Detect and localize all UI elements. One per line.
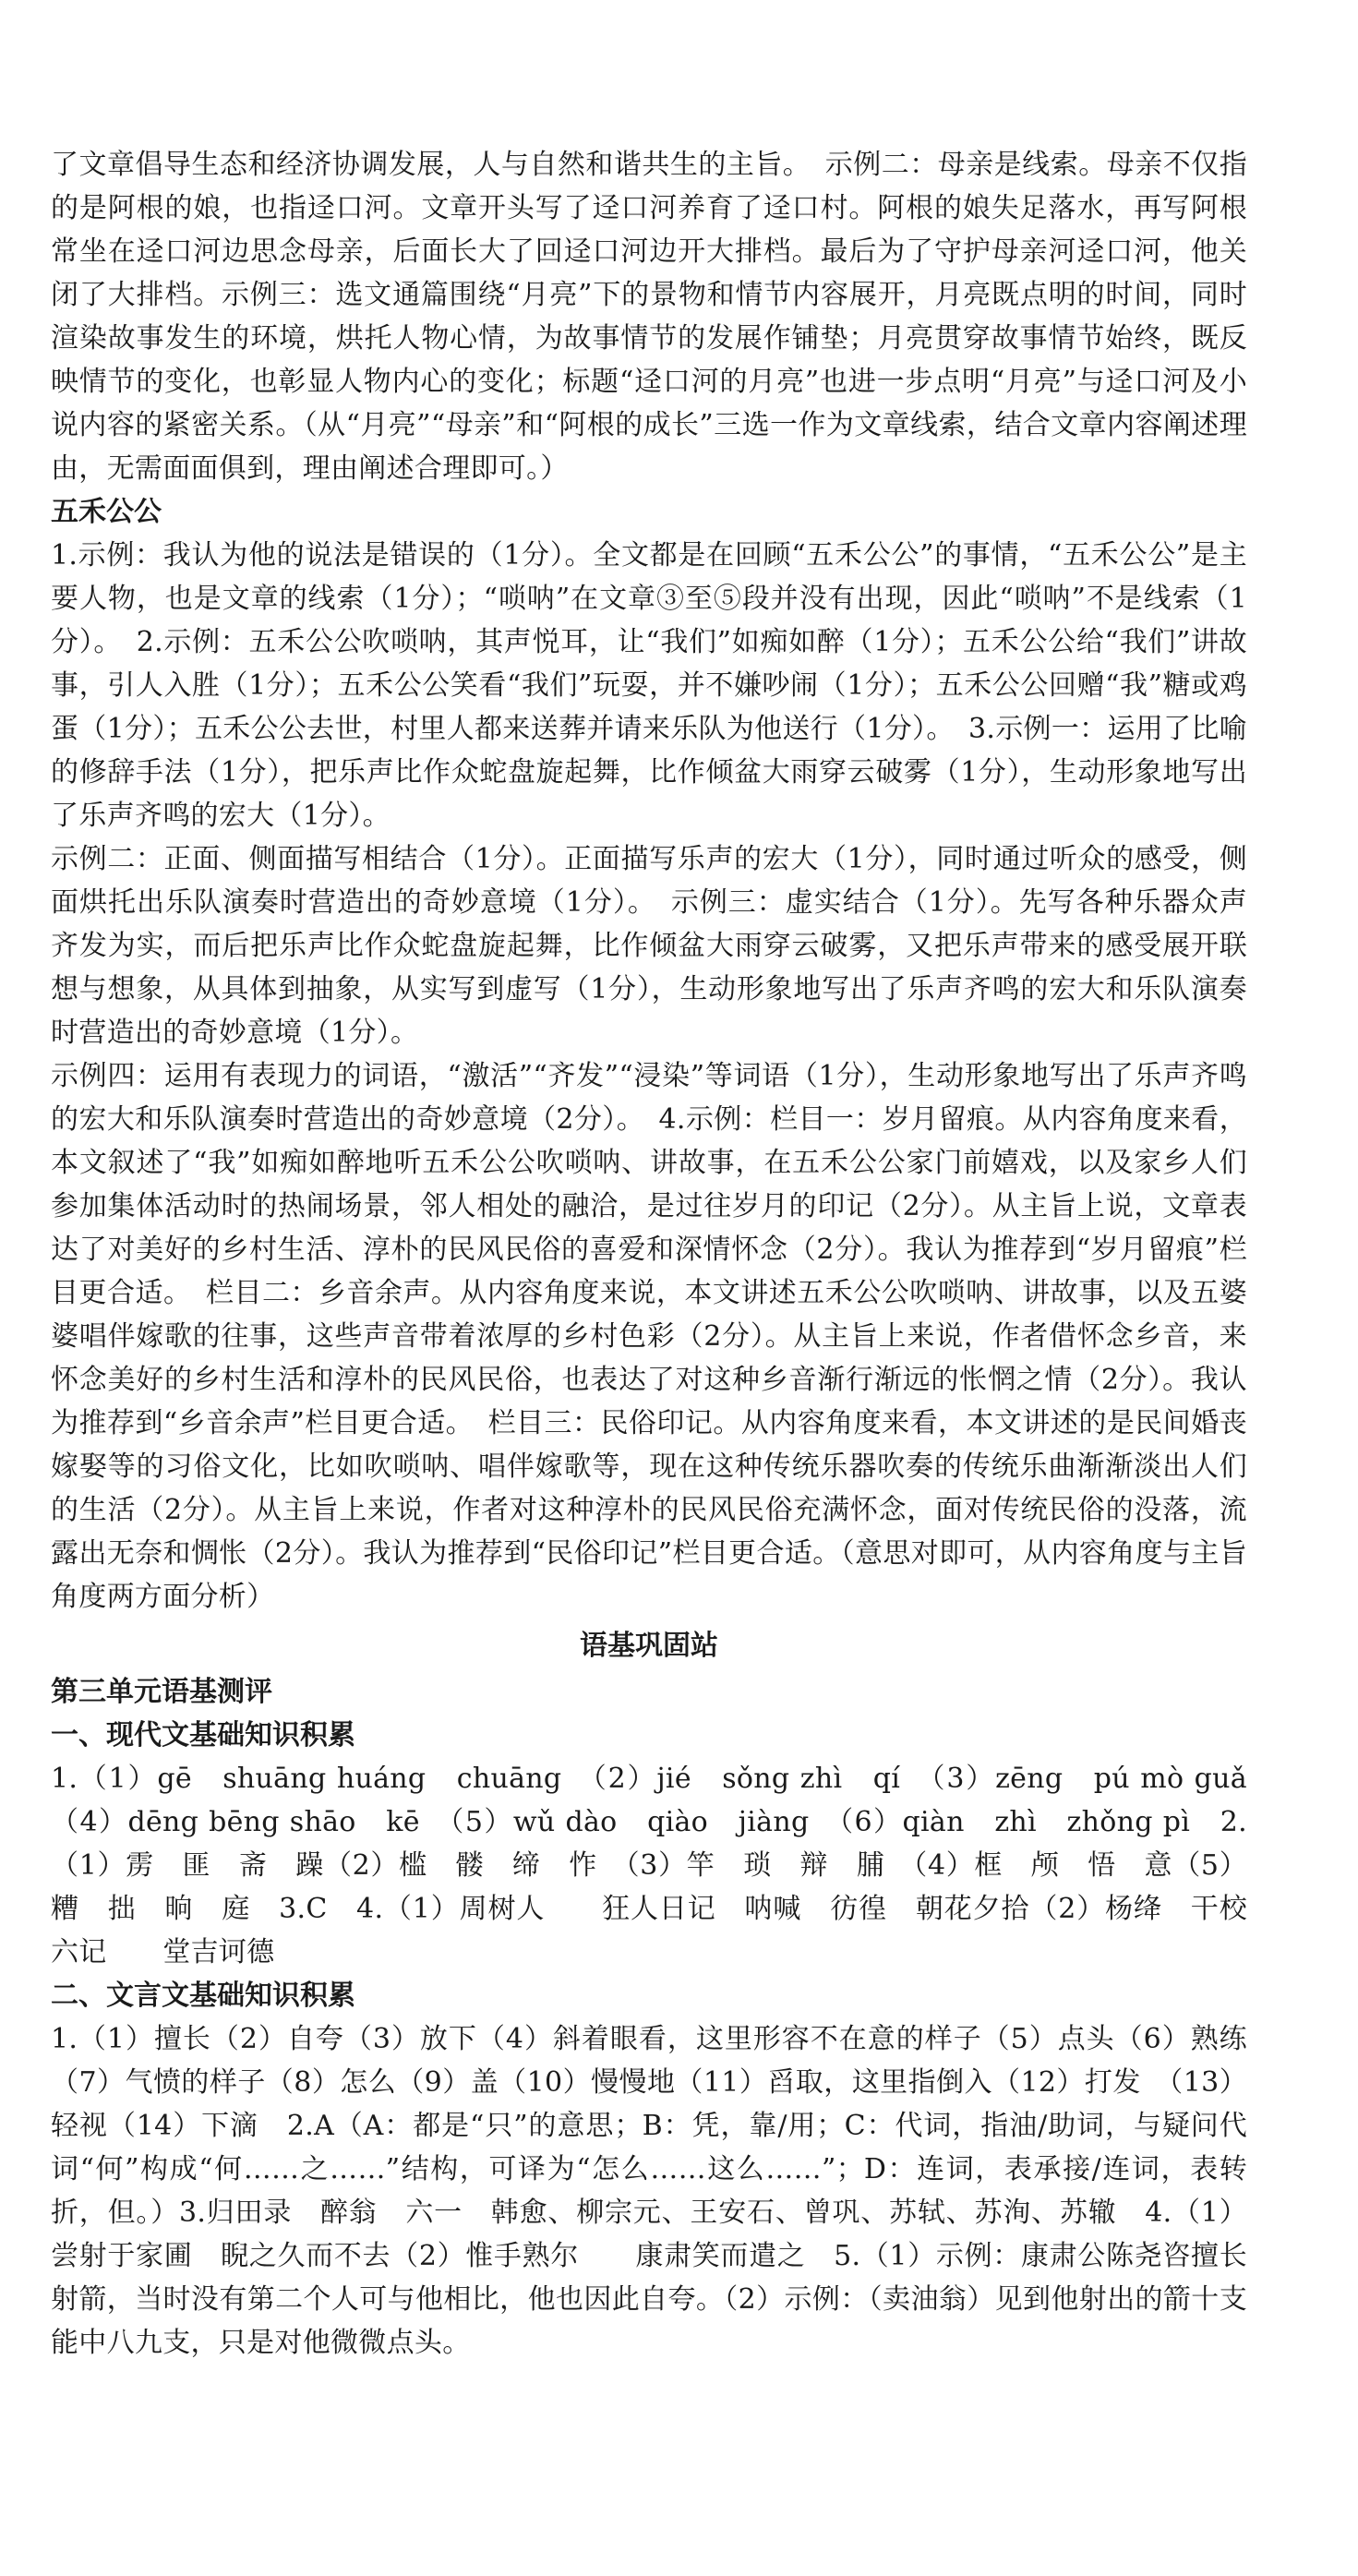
part1-title: 一、现代文基础知识积累 xyxy=(51,1719,355,1751)
wuhe-paragraph-1: 1.示例：我认为他的说法是错误的（1分）。全文都是在回顾“五禾公公”的事情，“五禾公公”是主要人物，也是文章的线索（1分）；“唢呐”在文章③至⑤段并没有出现，因此“唢呐”不是线索（1分）。 2.示例：五禾公公吹唢呐，其声悦耳，让“我们”如痴如醉（1分）；五禾公公给“我们”讲故事，引人入胜（1分）；五禾公公笑看“我们”玩耍，并不嫌吵闹（1分）；五禾公公回赠“我”糖或鸡蛋（1分）；五禾公公去世，村里人都来送葬并请来乐队为他送行（1分）。 3.示例一：运用了比喻的修辞手法（1分），把乐声比作众蛇盘旋起舞，比作倾盆大雨穿云破雾（1分），生动形象地写出了乐声齐鸣的宏大（1分）。 xyxy=(51,539,1247,832)
part1-answers: 1.（1）gē shuāng huáng chuāng （2）jié sǒng zhì qí （3）zēng pú mò guǎ（4）dēng bēng shāo kē （5）wǔ dào qiào jiàng （6）qiàn zhì zhǒng pì 2.（1）雳 匪 斋 躁（2）槛 髅 缔 怍 （3）竿 琐 辩 脯 （4）框 颅 悟 意（5）糟 拙 晌 庭 3.C 4.（1）周树人 狂人日记 呐喊 彷徨 朝花夕拾（2）杨绛 干校六记 堂吉诃德 xyxy=(51,1763,1247,1968)
wuhe-paragraph-3: 示例四：运用有表现力的词语，“激活”“齐发”“浸染”等词语（1分），生动形象地写出了乐声齐鸣的宏大和乐队演奏时营造出的奇妙意境（2分）。 4.示例：栏目一：岁月留痕。从内容角度来看，本文叙述了“我”如痴如醉地听五禾公公吹唢呐、讲故事，在五禾公公家门前嬉戏，以及家乡人们参加集体活动时的热闹场景，邻人相处的融洽，是过往岁月的印记（2分）。从主旨上说，文章表达了对美好的乡村生活、淳朴的民风民俗的喜爱和深情怀念（2分）。我认为推荐到“岁月留痕”栏目更合适。 栏目二：乡音余声。从内容角度来说，本文讲述五禾公公吹唢呐、讲故事，以及五婆婆唱伴嫁歌的往事，这些声音带着浓厚的乡村色彩（2分）。从主旨上来说，作者借怀念乡音，来怀念美好的乡村生活和淳朴的民风民俗，也表达了对这种乡音渐行渐远的怅惘之情（2分）。我认为推荐到“乡音余声”栏目更合适。 栏目三：民俗印记。从内容角度来看，本文讲述的是民间婚丧嫁娶等的习俗文化，比如吹唢呐、唱伴嫁歌等，现在这种传统乐器吹奏的传统乐曲渐渐淡出人们的生活（2分）。从主旨上来说，作者对这种淳朴的民风民俗充满怀念，面对传统民俗的没落，流露出无奈和惆怅（2分）。我认为推荐到“民俗印记”栏目更合适。（意思对即可，从内容角度与主旨角度两方面分析） xyxy=(51,1060,1247,1613)
wuhe-paragraph-2: 示例二：正面、侧面描写相结合（1分）。正面描写乐声的宏大（1分），同时通过听众的感受，侧面烘托出乐队演奏时营造出的奇妙意境（1分）。 示例三：虚实结合（1分）。先写各种乐器众声齐发为实，而后把乐声比作众蛇盘旋起舞，比作倾盆大雨穿云破雾，又把乐声带来的感受展开联想与想象，从具体到抽象，从实写到虚写（1分），生动形象地写出了乐声齐鸣的宏大和乐队演奏时营造出的奇妙意境（1分）。 xyxy=(51,843,1247,1049)
previous-section-paragraph: 了文章倡导生态和经济协调发展，人与自然和谐共生的主旨。 示例二：母亲是线索。母亲不仅指的是阿根的娘，也指迳口河。文章开头写了迳口河养育了迳口村。阿根的娘失足落水，再写阿根常坐在迳口河边思念母亲，后面长大了回迳口河边开大排档。最后为了守护母亲河迳口河，他关闭了大排档。示例三：选文通篇围绕“月亮”下的景物和情节内容展开，月亮既点明的时间，同时渲染故事发生的环境，烘托人物心情，为故事情节的发展作铺垫；月亮贯穿故事情节始终，既反映情节的变化，也彰显人物内心的变化；标题“迳口河的月亮”也进一步点明“月亮”与迳口河及小说内容的紧密关系。（从“月亮”“母亲”和“阿根的成长”三选一作为文章线索，结合文章内容阐述理由，无需面面俱到，理由阐述合理即可。） xyxy=(51,149,1247,485)
section-title-yuji: 语基巩固站 xyxy=(580,1630,718,1662)
part2-title: 二、文言文基础知识积累 xyxy=(51,1980,355,2012)
section-title-wuhe: 五禾公公 xyxy=(51,496,162,528)
unit-title: 第三单元语基测评 xyxy=(51,1676,272,1708)
part2-answers: 1.（1）擅长（2）自夸（3）放下（4）斜着眼看，这里形容不在意的样子（5）点头（6）熟练（7）气愤的样子（8）怎么（9）盖（10）慢慢地（11）舀取，这里指倒入（12）打发 （13）轻视（14）下滴 2.A（A：都是“只”的意思；B：凭，靠/用；C：代词，指油/助词，与疑问代词“何”构成“何……之……”结构，可译为“怎么……这么……”；D：连词，表承接/连词，表转折，但。）3.归田录 醉翁 六一 韩愈、柳宗元、王安石、曾巩、苏轼、苏洵、苏辙 4.（1）尝射于家圃 睨之久而不去（2）惟手熟尔 康肃笑而遣之 5.（1）示例：康肃公陈尧咨擅长射箭，当时没有第二个人可与他相比，他也因此自夸。（2）示例：（卖油翁）见到他射出的箭十支能中八九支，只是对他微微点头。 xyxy=(51,2023,1247,2359)
